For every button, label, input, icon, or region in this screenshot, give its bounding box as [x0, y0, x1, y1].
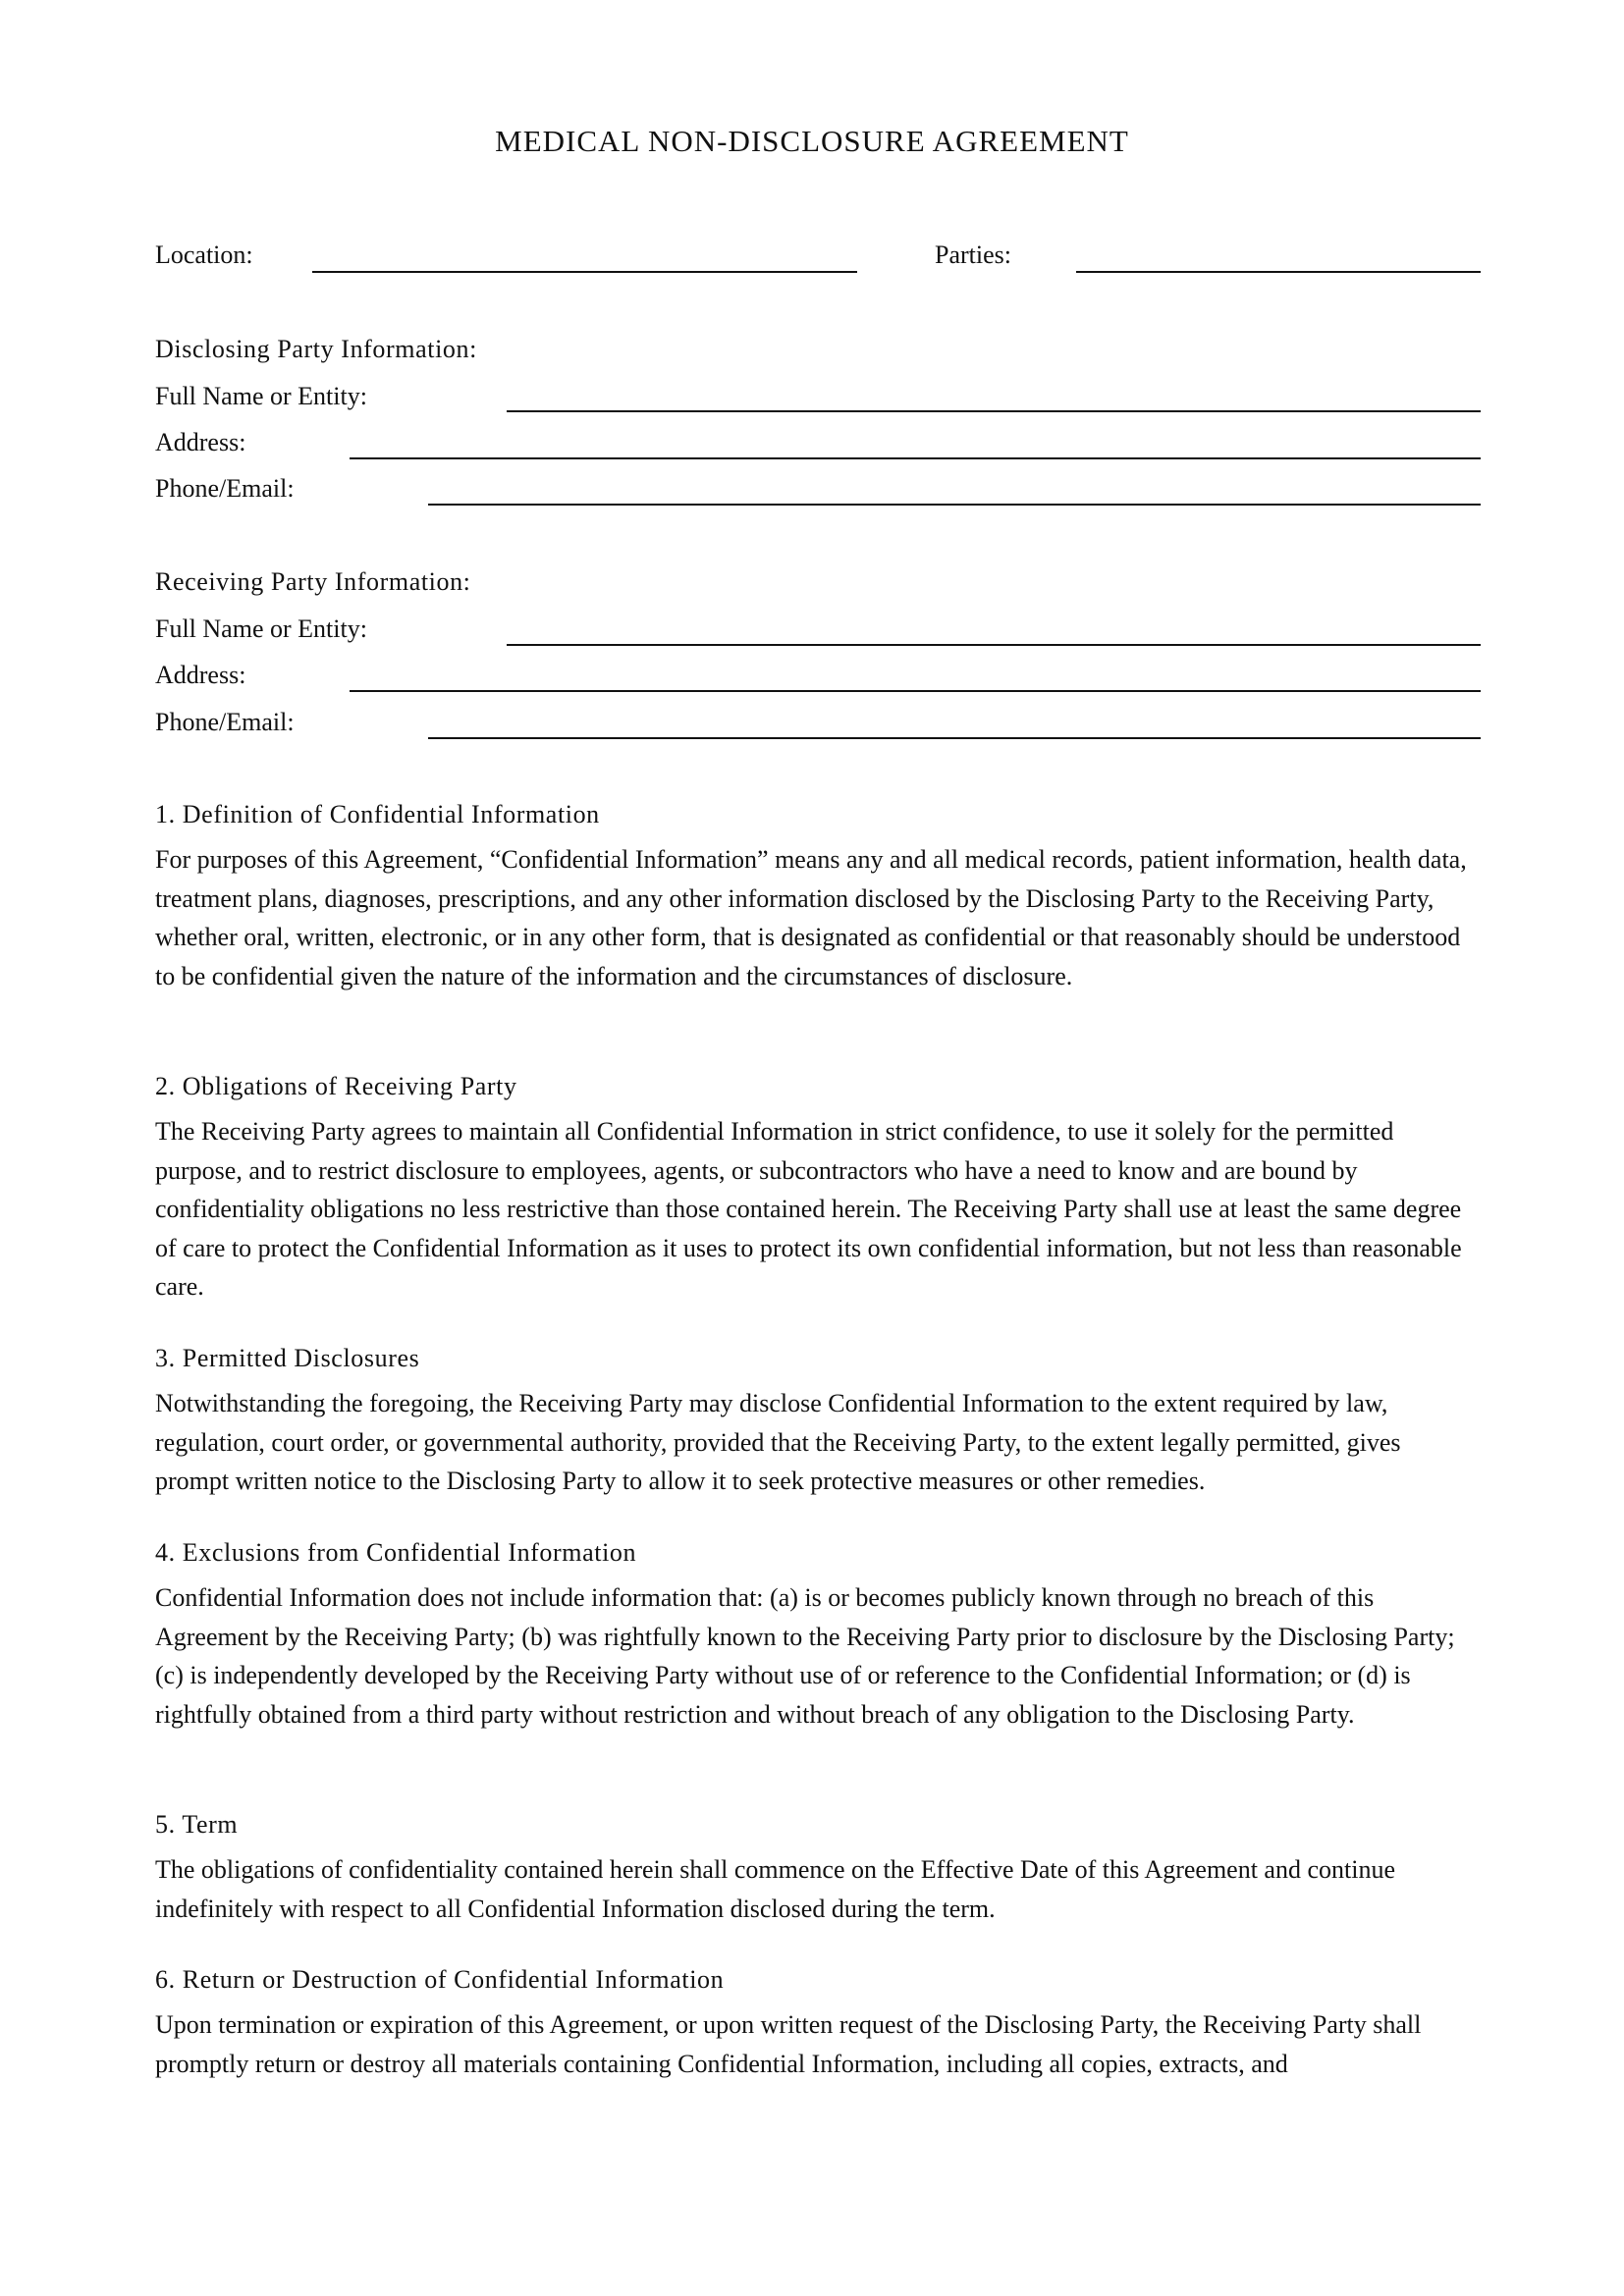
disclosing-name-label: Full Name or Entity:	[155, 382, 367, 410]
section-3-body: Notwithstanding the foregoing, the Receiving Party may disclose Confidential Information to the extent required by law, regulation, court order, or governmental authority, provided that the Receiving Party, to the extent legally permitted, gives prompt written notice to the Disclosing Party to allow it to seek protective measures or other remedies.	[155, 1389, 1401, 1495]
section-4-body: Confidential Information does not include information that: (a) is or becomes publicly known through no breach of this Agreement by the Receiving Party; (b) was rightfully known to the Receiving Party prior to disclosure by the Disclosing Party; (c) is independently developed by the Receiving Party without use of or reference to the Confidential Information; or (d) is rightfully obtained from a third party without restriction and without breach of any obligation to the Disclosing Party.	[155, 1583, 1455, 1729]
location-field[interactable]	[312, 271, 857, 273]
disclosing-party-heading: Disclosing Party Information:	[155, 335, 477, 363]
receiving-contact-field[interactable]	[428, 737, 1481, 739]
parties-field[interactable]	[1076, 271, 1481, 273]
section-3-heading: 3. Permitted Disclosures	[155, 1344, 420, 1372]
disclosing-address-field[interactable]	[350, 457, 1481, 459]
section-2-heading: 2. Obligations of Receiving Party	[155, 1072, 517, 1100]
section-5-heading: 5. Term	[155, 1810, 239, 1839]
section-4-heading: 4. Exclusions from Confidential Information	[155, 1538, 637, 1567]
receiving-address-field[interactable]	[350, 690, 1481, 692]
receiving-contact-label: Phone/Email:	[155, 708, 295, 736]
disclosing-address-label: Address:	[155, 428, 246, 456]
disclosing-contact-field[interactable]	[428, 504, 1481, 506]
section-1-heading: 1. Definition of Confidential Information	[155, 800, 600, 828]
section-6-heading: 6. Return or Destruction of Confidential Information	[155, 1965, 725, 1994]
section-5-body: The obligations of confidentiality contained herein shall commence on the Effective Date of this Agreement and continue indefinitely with respect to all Confidential Information disclosed during the term.	[155, 1855, 1395, 1923]
receiving-name-label: Full Name or Entity:	[155, 614, 367, 643]
disclosing-contact-label: Phone/Email:	[155, 474, 295, 503]
section-1-body: For purposes of this Agreement, “Confidential Information” means any and all medical records, patient information, health data, treatment plans, diagnoses, prescriptions, and any other information disclosed by the Disclosing Party to the Receiving Party, whether oral, written, electronic, or in any other form, that is designated as confidential or that reasonably should be understood to be confidential given the nature of the information and the circumstances of disclosure.	[155, 845, 1467, 990]
receiving-name-field[interactable]	[507, 644, 1481, 646]
disclosing-name-field[interactable]	[507, 410, 1481, 412]
receiving-party-heading: Receiving Party Information:	[155, 567, 471, 596]
location-label: Location:	[155, 240, 253, 269]
section-6-body: Upon termination or expiration of this Agreement, or upon written request of the Disclosing Party, the Receiving Party shall promptly return or destroy all materials containing Confidential Information, including all copies, extracts, and	[155, 2010, 1422, 2078]
parties-label: Parties:	[935, 240, 1011, 269]
document-title: MEDICAL NON-DISCLOSURE AGREEMENT	[495, 124, 1129, 158]
receiving-address-label: Address:	[155, 661, 246, 689]
section-2-body: The Receiving Party agrees to maintain all Confidential Information in strict confidence, to use it solely for the permitted purpose, and to restrict disclosure to employees, agents, or subcontractors who have a need to know and are bound by confidentiality obligations no less restrictive than those contained herein. The Receiving Party shall use at least the same degree of care to protect the Confidential Information as it uses to protect its own confidential information, but not less than reasonable care.	[155, 1117, 1462, 1301]
